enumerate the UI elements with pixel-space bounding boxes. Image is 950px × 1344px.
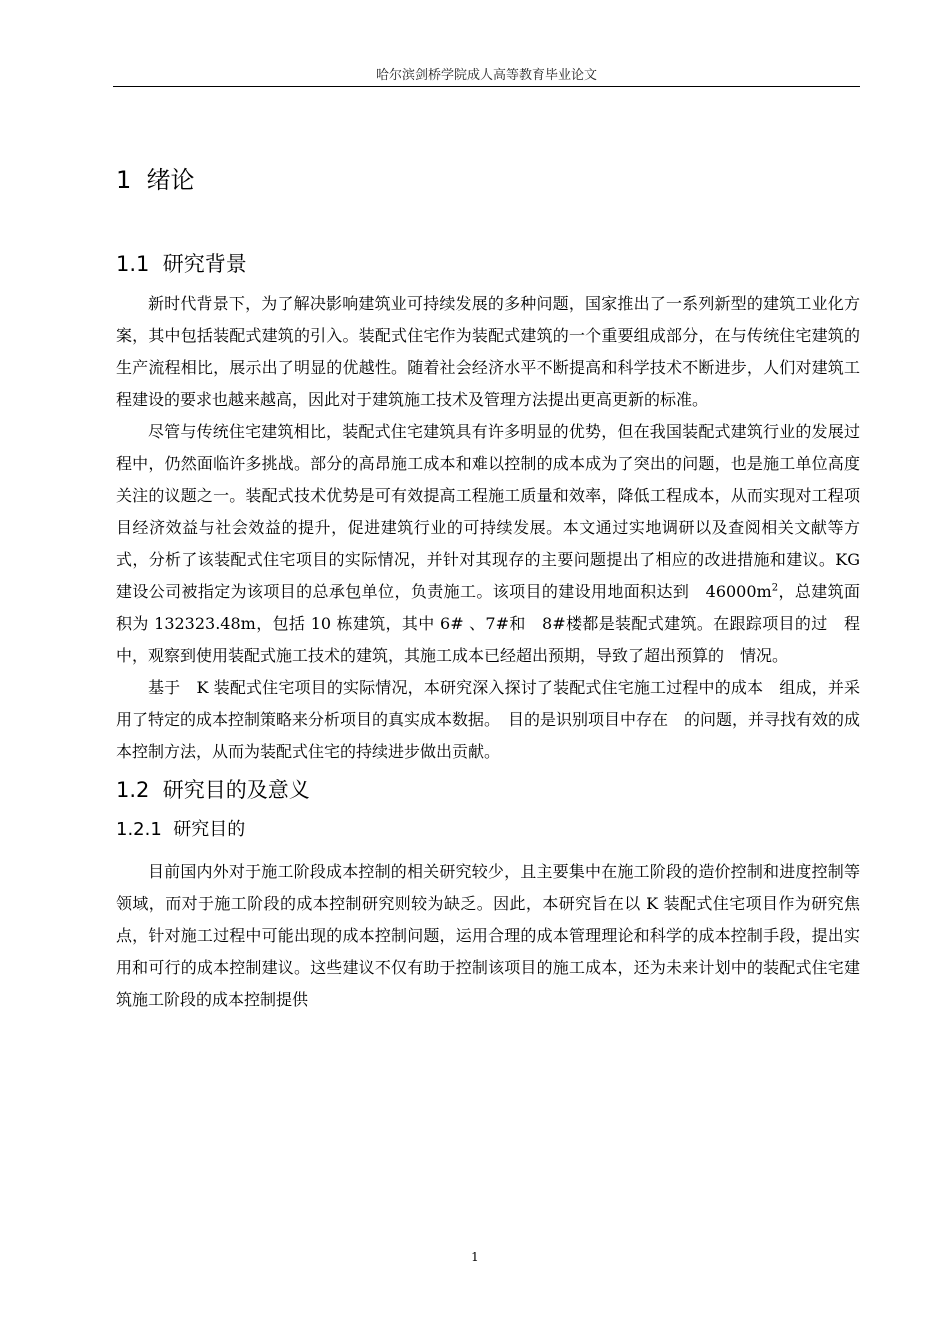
section-number: 1.2 [116,778,150,802]
page-number: 1 [471,1250,479,1264]
section-heading-1-2 [116,772,860,808]
page-body [116,160,877,1016]
header-rule [113,86,860,87]
subsection-title: 研究目的 [173,819,246,840]
paragraph: 基于 K 装配式住宅项目的实际情况，本研究深入探讨了装配式住宅施工过程中的成本 组成，并采用了特定的成本控制策略来分析项目的真实成本数据。 目的是识别项目中存在 的问题，并寻找有效的成本控制方法，从而为装配式住宅的持续进步做出贡献。 [116,678,861,761]
chapter-number: 1 [116,166,132,194]
paragraph-text: ，总建筑面 积为 132323.48m，包括 10 栋建筑，其中 6# 、7#和 8#楼都是装配式建筑。在跟踪项目的过 程中，观察到使用装配式施工技术的建筑，其施工成本已经超出预期，导致了超出预算的 情况。 [116,582,877,665]
section-number: 1.1 [116,252,150,276]
running-header: 哈尔滨剑桥学院成人高等教育毕业论文 [375,68,597,83]
chapter-title: 绪论 [146,166,195,194]
paragraph: 新时代背景下，为了解决影响建筑业可持续发展的多种问题，国家推出了一系列新型的建筑工业化方案，其中包括装配式建筑的引入。装配式住宅作为装配式建筑的一个重要组成部分，在与传统住宅建筑的生产流程相比，展示出了明显的优越性。随着社会经济水平不断提高和科学技术不断进步，人们对建筑工程建设的要求也越来越高，因此对于建筑施工技术及管理方法提出更高更新的标准。 [116,294,860,409]
section-heading-1-1 [116,246,860,282]
subsection-number: 1.2.1 [116,819,162,840]
chapter-heading [116,160,860,200]
paragraph: 目前国内外对于施工阶段成本控制的相关研究较少，且主要集中在施工阶段的造价控制和进度控制等领域，而对于施工阶段的成本控制研究则较为缺乏。因此，本研究旨在以 K 装配式住宅项目作为研究焦点，针对施工过程中可能出现的成本控制问题，运用合理的成本管理理论和科学的成本控制手段，提出实用和可行的成本控制建议。这些建议不仅有助于控制该项目的施工成本，还为未来计划中的装配式住宅建筑施工阶段的成本控制提供 [116,862,860,1009]
section-title: 研究背景 [162,252,247,276]
subsection-heading-1-2-1 [116,814,860,846]
section-title: 研究目的及意义 [162,778,310,802]
superscript: 2 [771,582,779,594]
paragraph-text: 尽管与传统住宅建筑相比，装配式住宅建筑具有许多明显的优势，但在我国装配式建筑行业的发展过程中，仍然面临许多挑战。部分的高昂施工成本和难以控制的成本成为了突出的问题，也是施工单位高度关注的议题之一。装配式技术优势是可有效提高工程施工质量和效率，降低工程成本，从而实现对工程项目经济效益与社会效益的提升，促进建筑行业的可持续发展。本文通过实地调研以及查阅相关文献等方式，分析了该装配式住宅项目的实际情况，并针对其现存的主要问题提出了相应的改进措施和建议。KG 建设公司被指定为该项目的总承包单位，负责施工。该项目的建设用地面积达到 46000m [116,422,860,601]
paragraph [116,416,877,672]
